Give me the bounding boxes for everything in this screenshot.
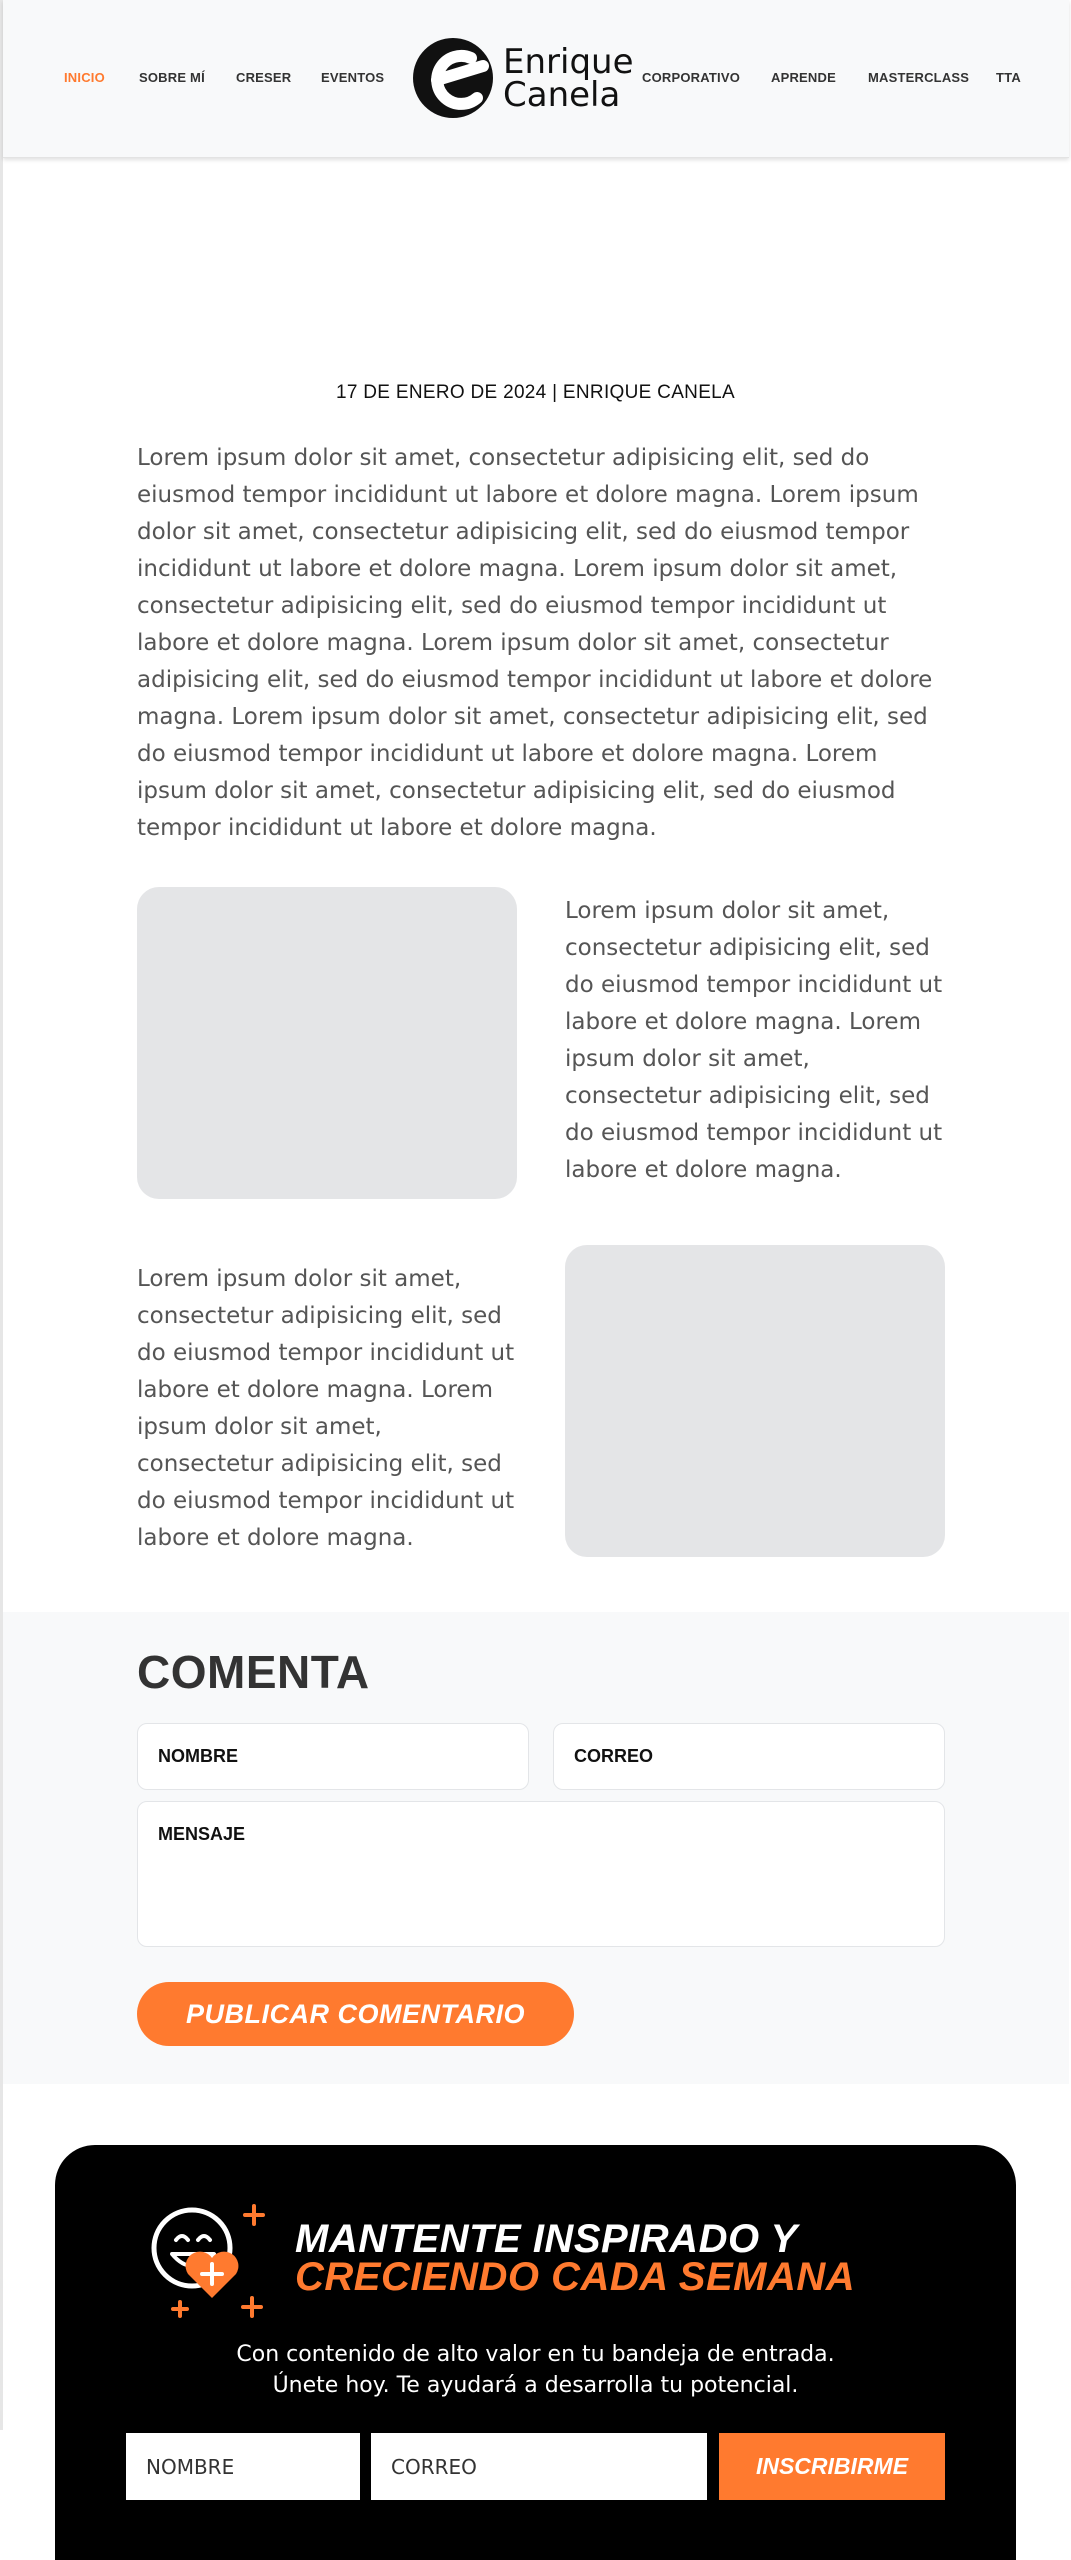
nav-item-creser[interactable]: CRESER	[236, 70, 292, 85]
nav-item-tta[interactable]: TTA	[996, 70, 1021, 85]
comment-name-input[interactable]	[137, 1723, 529, 1790]
logo-e-icon	[413, 36, 499, 122]
subscribe-button[interactable]: INSCRIBIRME	[719, 2433, 945, 2500]
nav-item-masterclass[interactable]: MASTERCLASS	[868, 70, 970, 85]
nav-item-sobre-mi[interactable]: SOBRE MÍ	[139, 70, 205, 85]
comment-message-input[interactable]	[137, 1801, 945, 1947]
nav-item-eventos[interactable]: EVENTOS	[321, 70, 385, 85]
article-image-placeholder	[137, 887, 517, 1199]
nav-item-inicio[interactable]: INICIO	[64, 70, 105, 85]
newsletter-email-input[interactable]	[371, 2433, 707, 2500]
newsletter-subtitle-line-2: Únete hoy. Te ayudará a desarrolla tu potencial.	[272, 2373, 799, 2398]
comment-email-input[interactable]	[553, 1723, 945, 1790]
logo-line-1: Enrique	[503, 42, 634, 82]
article-image-placeholder	[565, 1245, 945, 1557]
happy-face-heart-icon	[150, 2200, 270, 2320]
nav-item-aprende[interactable]: APRENDE	[771, 70, 836, 85]
newsletter-title	[295, 2217, 856, 2299]
logo-line-2: Canela	[503, 75, 621, 115]
logo-wordmark	[503, 42, 634, 115]
article-text-block: Lorem ipsum dolor sit amet, consectetur adipisicing elit, sed do eiusmod tempor incididunt ut labore et dolore magna. Lorem ipsum dolor sit amet, consectetur adipisicing elit, sed do eiusmod tempor incididunt ut labore et dolore magna.	[137, 1266, 515, 1551]
site-header	[3, 0, 1069, 158]
comment-title: COMENTA	[137, 1646, 370, 1698]
publish-comment-button[interactable]: PUBLICAR COMENTARIO	[137, 1982, 574, 2046]
site-logo[interactable]	[413, 36, 634, 122]
article-meta: 17 DE ENERO DE 2024 | ENRIQUE CANELA	[335, 382, 736, 403]
nav-item-corporativo[interactable]: CORPORATIVO	[642, 70, 741, 85]
newsletter-title-line-1: MANTENTE INSPIRADO Y	[295, 2217, 798, 2261]
article-intro: Lorem ipsum dolor sit amet, consectetur adipisicing elit, sed do eiusmod tempor incididunt ut labore et dolore magna. Lorem ipsum dolor sit amet, consectetur adipisicing elit, sed do eiusmod tempor incididunt ut labore et dolore magna. Lorem ipsum dolor sit amet, consectetur adipisicing elit, sed do eiusmod tempor incididunt ut labore et dolore magna. Lorem ipsum dolor sit amet, consectetur adipisicing elit, sed do eiusmod tempor incididunt ut labore et dolore magna. Lorem ipsum dolor sit amet, consectetur adipisicing elit, sed do eiusmod tempor incididunt ut labore et dolore magna. Lorem ipsum dolor sit amet, consectetur adipisicing elit, sed do eiusmod tempor incididunt ut labore et dolore magna.	[137, 445, 933, 841]
article-text-block: Lorem ipsum dolor sit amet, consectetur adipisicing elit, sed do eiusmod tempor incididunt ut labore et dolore magna. Lorem ipsum dolor sit amet, consectetur adipisicing elit, sed do eiusmod tempor incididunt ut labore et dolore magna.	[565, 898, 943, 1183]
newsletter-name-input[interactable]	[126, 2433, 360, 2500]
newsletter-subtitle-line-1: Con contenido de alto valor en tu bandeja de entrada.	[236, 2342, 835, 2367]
newsletter-title-line-2: CRECIENDO CADA SEMANA	[295, 2255, 856, 2299]
